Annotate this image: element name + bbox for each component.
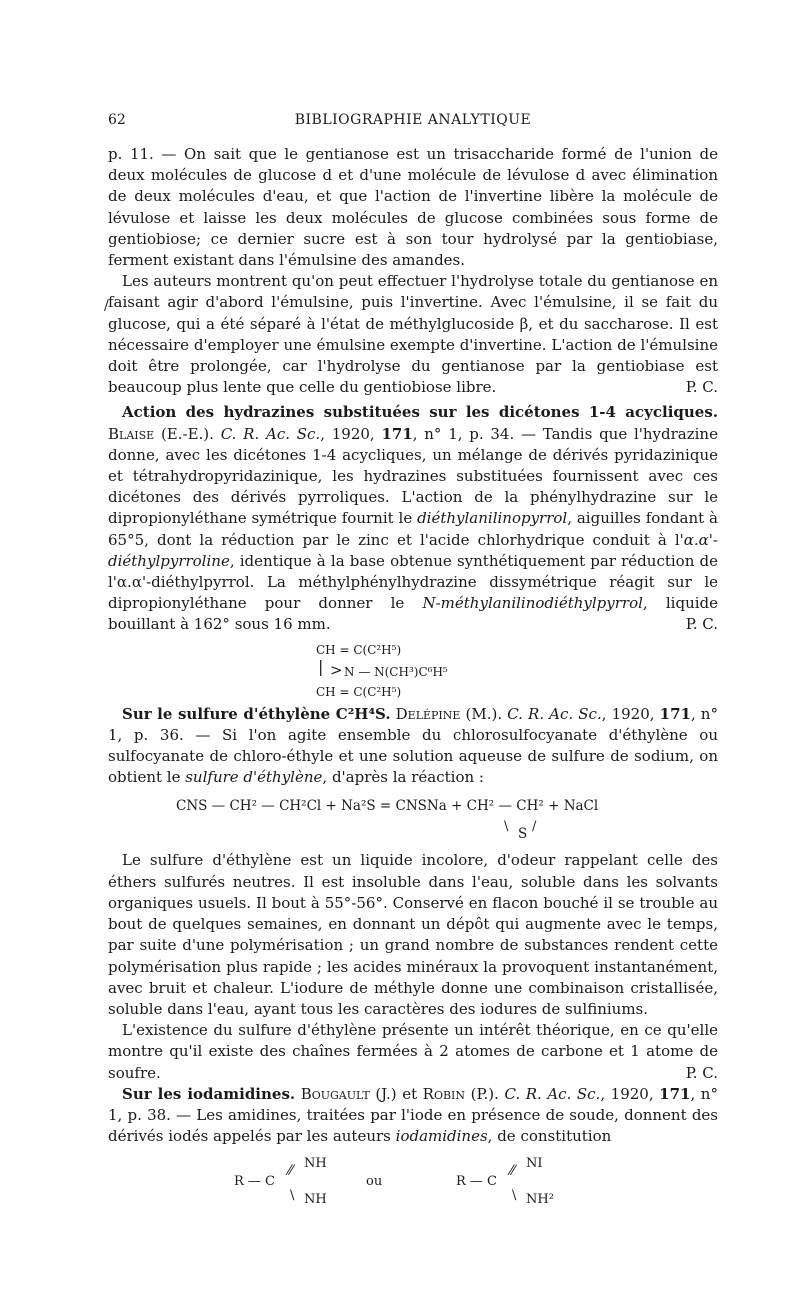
- signature: P. C.: [685, 615, 718, 634]
- entry4-author-2: Robin: [422, 1084, 466, 1103]
- entry2-paragraph: [108, 402, 718, 635]
- entry4-paragraph: [108, 1084, 718, 1148]
- entry3-initials: (M.).: [465, 704, 503, 723]
- margin-mark: /: [104, 298, 109, 314]
- formula-top: CH = C(C²H⁵): [316, 642, 402, 657]
- entry2-journal: C. R. Ac. Sc.: [220, 424, 321, 443]
- entry3-text: L'existence du sulfure d'éthylène présente un intérêt théorique, en ce qu'elle montre qu'il existe des chaînes fermées à 2 atomes de carbone et 1 atome de soufre.: [108, 1021, 718, 1082]
- entry2-title: Action des hydrazines substituées sur les dicétones 1-4 acycliques.: [122, 403, 718, 422]
- entry4-text: , de constitution: [487, 1127, 612, 1146]
- entry2-text: , aiguilles fondant à 65°5, dont la réduction par le zinc et l'acide chlorhydrique conduit à l': [108, 509, 718, 549]
- entry3-term: sulfure d'éthylène: [185, 768, 323, 787]
- entry2-text: , liquide bouillant à 162° sous 16 mm.: [108, 594, 719, 634]
- entry2-author: Blaise: [108, 424, 155, 443]
- amidine-right-r: R — C: [456, 1174, 497, 1190]
- entry2-term: N-méthylanilinodiéthylpyrrol: [422, 594, 643, 613]
- pyrrol-formula: [108, 638, 718, 702]
- entry4-initials-2: (P.).: [470, 1084, 499, 1103]
- equation-line: CNS — CH² — CH²Cl + Na²S = CNSNa + CH² — CH² + NaCl: [176, 798, 599, 815]
- entry2-volume: 171: [381, 424, 413, 443]
- formula-right: N — N(CH³)C⁶H⁵: [344, 664, 448, 679]
- entry4-term: iodamidines: [395, 1127, 488, 1146]
- reaction-equation: [108, 790, 718, 848]
- entry4-ref: , n° 1, p. 38.: [108, 1084, 718, 1124]
- entry3-paragraph-2: Le sulfure d'éthylène est un liquide incolore, d'odeur rappelant celle des éthers sulfurés neutres. Il est insoluble dans l'eau, soluble dans les solvants organiques usuels. Il bout à 55°-56°. Conservé en flacon bouché il se trouble au bout de quelques semaines, en donnant un dépôt qui augmente avec le temps, par suite d'une polymérisation ; un grand nombre de substances rendent cette polymérisation plus rapide ; les acides minéraux la provoquent instantanément, avec bruit et chaleur. L'iodure de méthyle donne une combinaison cristallisée, soluble dans l'eau, ayant tous les caractères des iodures de sulfiniums.: [108, 851, 718, 1018]
- entry4-year: , 1920,: [600, 1084, 654, 1103]
- signature: P. C.: [685, 378, 718, 397]
- entry4-journal: C. R. Ac. Sc.: [504, 1084, 601, 1103]
- entry2-term: diéthylanilinopyrrol: [417, 509, 568, 528]
- formula-bottom: CH = C(C²H⁵): [316, 684, 402, 699]
- entry4-author-1: Bougault: [300, 1084, 370, 1103]
- entry2-year: , 1920,: [320, 424, 375, 443]
- equation-bond-right: /: [532, 819, 537, 835]
- page-header: [108, 112, 718, 136]
- amidine-or: ou: [366, 1174, 383, 1190]
- page-number: 62: [108, 112, 126, 128]
- signature: P. C.: [685, 1063, 718, 1082]
- amidine-left-r: R — C: [234, 1174, 275, 1190]
- entry3-paragraph-3: [108, 1020, 718, 1084]
- amidine-left-bottom: NH: [304, 1192, 327, 1208]
- amidine-right-bottom: NH²: [526, 1192, 554, 1208]
- entry3-volume: 171: [659, 704, 691, 723]
- entry3-text: , d'après la réaction :: [322, 768, 484, 787]
- entry1-paragraph-2: [108, 271, 718, 398]
- amidine-formulas: [108, 1149, 718, 1209]
- entry2-ref: , n° 1, p. 34.: [412, 424, 515, 443]
- amidine-left-top: NH: [304, 1156, 327, 1172]
- amidine-left-bond-top: ⁄⁄: [288, 1163, 293, 1180]
- entry4-conj: et: [396, 1084, 423, 1103]
- entry2-term: α.α'-diéthylpyrroline: [108, 530, 718, 570]
- running-title: BIBLIOGRAPHIE ANALYTIQUE: [294, 112, 532, 128]
- equation-sulfur: S: [518, 826, 528, 843]
- equation-bond-left: \: [504, 819, 509, 835]
- entry3-title: Sur le sulfure d'éthylène C²H⁴S.: [122, 704, 391, 723]
- entry2-text: , identique à la base obtenue synthétiquement par réduction de l'α.α'-diéthylpyrrol. La méthylphénylhydrazine dissymétrique réagit sur le dipropionyléthane pour donner le: [108, 551, 718, 613]
- entry3-text: — Si l'on agite ensemble du chlorosulfocyanate d'éthylène ou sulfocyanate de chloro-éthyle et une solution aqueuse de sulfure de sodium, on obtient le: [108, 725, 718, 787]
- entry4-title: Sur les iodamidines.: [122, 1084, 296, 1103]
- entry3-ref: , n° 1, p. 36.: [108, 704, 718, 744]
- entry1-text: Les auteurs montrent qu'on peut effectuer l'hydrolyse totale du gentianose en faisant agir d'abord l'émulsine, puis l'invertine. Avec l'émulsine, il se fait du glucose, qui a été séparé à l'état de méthylglucoside β, et du saccharose. Il est nécessaire d'employer une émulsine exempte d'invertine. L'action de l'émulsine doit être prolongée, car l'hydrolyse du gentianose par la gentiobiase est beaucoup plus lente que celle du gentiobiose libre.: [108, 272, 718, 397]
- entry2-text: — Tandis que l'hydrazine donne, avec les dicétones 1-4 acycliques, un mélange de dérivés pyridazinique et tétrahydropyridazinique, les hydrazines substituées fournissent avec ces dicétones des dérivés pyrroliques. L'action de la phénylhydrazine sur le dipropionyléthane symétrique fournit le: [108, 424, 718, 528]
- entry4-volume: 171: [659, 1084, 691, 1103]
- body-text: [108, 144, 718, 1211]
- formula-bond: |: [318, 656, 324, 676]
- amidine-right-bond-top: ⁄⁄: [510, 1163, 515, 1180]
- formula-bracket: >: [330, 660, 343, 679]
- entry4-initials-1: (J.): [375, 1084, 397, 1103]
- entry3-paragraph: [108, 704, 718, 789]
- entry3-author: Delépine: [395, 704, 461, 723]
- entry3-journal: C. R. Ac. Sc.: [507, 704, 602, 723]
- amidine-right-bond-bottom: \: [512, 1188, 517, 1204]
- entry4-text: — Les amidines, traitées par l'iode en présence de soude, donnent des dérivés iodés appelés par les auteurs: [108, 1105, 718, 1146]
- entry1-paragraph: p. 11. — On sait que le gentianose est un trisaccharide formé de l'union de deux molécules de glucose d et d'une molécule de lévulose d avec élimination de deux molécules d'eau, et que l'action de l'invertine libère la molécule de lévulose et laisse les deux molécules de glucose combinées sous forme de gentiobiose; ce dernier sucre est à son tour hydrolysé par la gentiobiase, ferment existant dans l'émulsine des amandes.: [108, 145, 718, 270]
- entry3-year: , 1920,: [601, 704, 655, 723]
- entry2-initials: (E.-E.).: [160, 424, 214, 443]
- amidine-left-bond-bottom: \: [290, 1188, 295, 1204]
- amidine-right-top: NI: [526, 1156, 543, 1172]
